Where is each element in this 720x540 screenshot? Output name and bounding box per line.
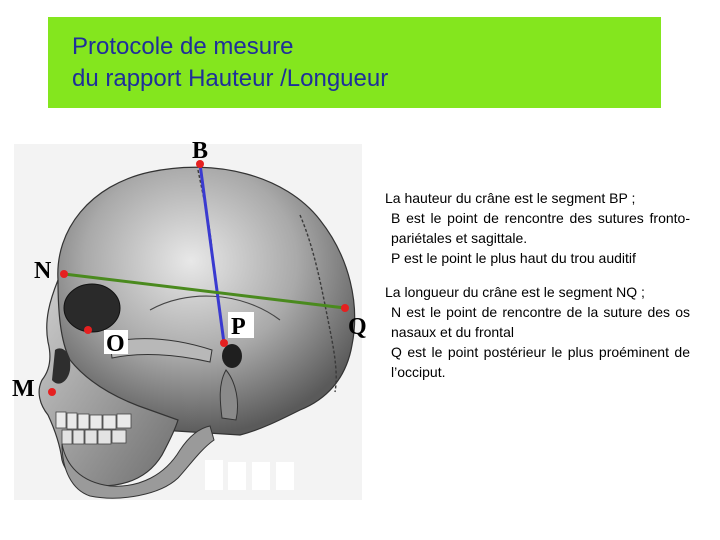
skull-figure bbox=[0, 130, 380, 510]
title-line-2: du rapport Hauteur /Longueur bbox=[72, 65, 389, 92]
label-p: P bbox=[231, 314, 246, 340]
auditory-meatus bbox=[222, 344, 242, 368]
label-n: N bbox=[34, 258, 52, 284]
label-q: Q bbox=[348, 314, 367, 340]
point-q-description: Q est le point postérieur le plus proéminent de l’occiput. bbox=[391, 344, 690, 380]
point-o-marker bbox=[84, 326, 92, 334]
title-banner bbox=[48, 17, 661, 108]
point-m-marker bbox=[48, 388, 56, 396]
point-n-description: N est le point de rencontre de la suture des os nasaux et du frontal bbox=[391, 304, 690, 340]
label-o: O bbox=[106, 331, 125, 357]
point-p-description: P est le point le plus haut du trou auditif bbox=[391, 250, 636, 266]
point-p-marker bbox=[220, 339, 228, 347]
engraving-mark bbox=[205, 460, 223, 490]
label-b: B bbox=[192, 138, 209, 164]
lower-teeth bbox=[62, 430, 126, 444]
eye-orbit bbox=[64, 284, 120, 332]
point-b-description: B est le point de rencontre des sutures fronto-pariétales et sagittale. bbox=[391, 210, 690, 246]
engraving-mark bbox=[276, 462, 294, 490]
engraving-mark bbox=[252, 462, 270, 490]
point-q-marker bbox=[341, 304, 349, 312]
title-line-1: Protocole de mesure bbox=[72, 33, 294, 60]
explanation-text bbox=[385, 188, 690, 382]
skull-diagram bbox=[0, 130, 380, 510]
length-definition: La longueur du crâne est le segment NQ ; bbox=[385, 284, 645, 300]
label-m: M bbox=[12, 376, 35, 402]
height-definition: La hauteur du crâne est le segment BP ; bbox=[385, 190, 636, 206]
engraving-mark bbox=[228, 462, 246, 490]
point-n-marker bbox=[60, 270, 68, 278]
paragraph-gap bbox=[385, 268, 690, 282]
